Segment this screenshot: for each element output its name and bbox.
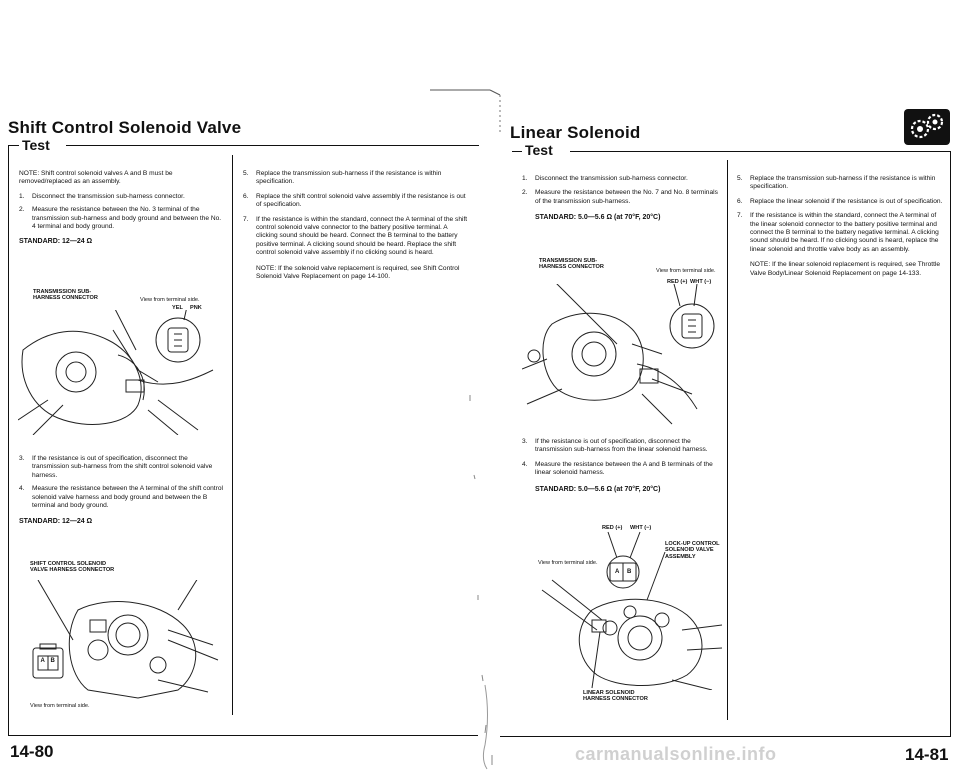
left-fig2-term-b: B [50,658,55,664]
right-section-title: Linear Solenoid [510,123,641,142]
right-standard-2: STANDARD: 5.0—5.6 Ω (at 70°F, 20°C) [535,485,661,493]
left-standard-2: STANDARD: 12—24 Ω [19,518,93,526]
left-fig2-label: SHIFT CONTROL SOLENOID VALVE HARNESS CONNECTOR [30,561,115,574]
left-col2-note: NOTE: If the solenoid valve replacement is required, see Shift Control Solenoid Valve Replacement on page 14-100. [256,264,460,281]
right-fig2-lockup-label: LOCK-UP CONTROL SOLENOID VALVE ASSEMBLY [665,541,720,560]
left-fig1-view: View from terminal side. [140,297,200,303]
right-step-7: 7. If the resistance is within the standard, connect the A terminal of the linear solenoid connector to the battery positive terminal and connect the B terminal to the battery negative terminal. A clicking sound should be heard. If no clicking sound is heard, replace the linear solenoid and throttle valve body as an assembly. [737,212,939,253]
left-col1b [19,455,224,527]
left-fig2-term-a: A [40,658,45,664]
watermark-text: carmanualsonline.info [575,744,777,764]
right-col2-note: NOTE: If the linear solenoid replacement is required, see Throttle Valve Body/Linear Solenoid Replacement on page 14-133. [750,261,941,277]
left-step-3: 3. If the resistance is out of specification, disconnect the transmission sub-harness from the shift control solenoid valve harness. [19,455,213,479]
left-fig2-view: View from terminal side. [30,703,90,709]
left-step-7: 7. If the resistance is within the standard, connect the A terminal of the shift control solenoid valve connector to the battery positive terminal. A clicking sound should be heard. Connect the B terminal to the battery positive terminal. A clicking sound should be heard. Replace the shift control solenoid valve assembly if no clicking sound is heard. [243,215,468,257]
left-fig1-illustration [18,310,223,435]
right-fig1-view: View from terminal side. [656,268,716,274]
transmission-icon [904,109,950,145]
left-section-title: Shift Control Solenoid Valve [8,118,242,137]
left-step-5: 5. Replace the transmission sub-harness if the resistance is within specification. [243,170,442,186]
binding-gutter-marks [430,75,520,770]
right-col2 [737,175,945,278]
left-fig1-pnk: PNK [190,305,202,311]
left-col1 [19,170,224,247]
left-step-4: 4. Measure the resistance between the A terminal of the shift control solenoid valve harness and body ground and between the B terminal and body ground. [19,485,223,510]
left-note: NOTE: Shift control solenoid valves A and B must be removed/replaced as an assembly. [19,170,173,186]
left-frame-bottom [8,735,478,736]
right-step-2: 2. Measure the resistance between the No. 7 and No. 8 terminals of the transmission sub-harness. [522,189,718,205]
left-test-subtitle: Test [22,137,50,153]
right-fig2-linear-label: LINEAR SOLENOID HARNESS CONNECTOR [583,690,648,703]
left-fig2-illustration [18,580,223,700]
right-col1 [522,175,720,223]
left-page-number: 14-80 [10,742,54,761]
right-step-1: 1. Disconnect the transmission sub-harness connector. [522,175,688,182]
right-fig1-red: RED (+) [667,279,688,285]
right-standard-1: STANDARD: 5.0—5.6 Ω (at 70°F, 20°C) [535,214,661,222]
left-step-6: 6. Replace the shift control solenoid valve assembly if the resistance is out of specification. [243,192,466,209]
right-fig2-term-b: B [627,568,632,575]
right-step-5: 5. Replace the transmission sub-harness if the resistance is within specification. [737,175,936,191]
right-fig1-wht: WHT (−) [690,279,712,285]
right-frame-bottom [500,736,951,737]
left-fig1-label: TRANSMISSION SUB-HARNESS CONNECTOR [33,289,98,302]
right-fig2-illustration [522,530,727,690]
right-fig2-wht: WHT (−) [630,525,652,531]
right-frame-right [950,151,951,736]
left-standard-1: STANDARD: 12—24 Ω [19,238,93,246]
left-step-1: 1. Disconnect the transmission sub-harness connector. [19,192,185,200]
right-fig2-view: View from terminal side. [538,560,598,566]
right-column-divider [727,160,728,720]
right-rule-stub [512,151,522,152]
left-step-2: 2. Measure the resistance between the No. 3 terminal of the transmission sub-harness and body ground and between the No. 4 terminal and body ground. [19,206,222,231]
left-rule-stub [8,145,19,146]
right-header-rule [570,151,951,152]
left-frame-left [8,145,9,735]
right-fig2-red: RED (+) [602,525,623,531]
right-step-6: 6. Replace the linear solenoid if the resistance is out of specification. [737,197,943,205]
right-step-4: 4. Measure the resistance between the A and B terminals of the linear solenoid harness. [522,460,713,477]
right-step-3: 3. If the resistance is out of specification, disconnect the transmission sub-harness from the linear solenoid harness. [522,438,708,454]
right-col1b [522,438,720,494]
left-fig1-yel: YEL [172,305,183,311]
right-fig2-term-a: A [615,568,620,575]
right-fig1-illustration [522,284,722,429]
right-fig1-label: TRANSMISSION SUB-HARNESS CONNECTOR [539,258,604,271]
left-column-divider [232,155,233,715]
left-header-rule [66,145,479,146]
right-page-number: 14-81 [905,745,949,764]
right-test-subtitle: Test [525,142,553,158]
